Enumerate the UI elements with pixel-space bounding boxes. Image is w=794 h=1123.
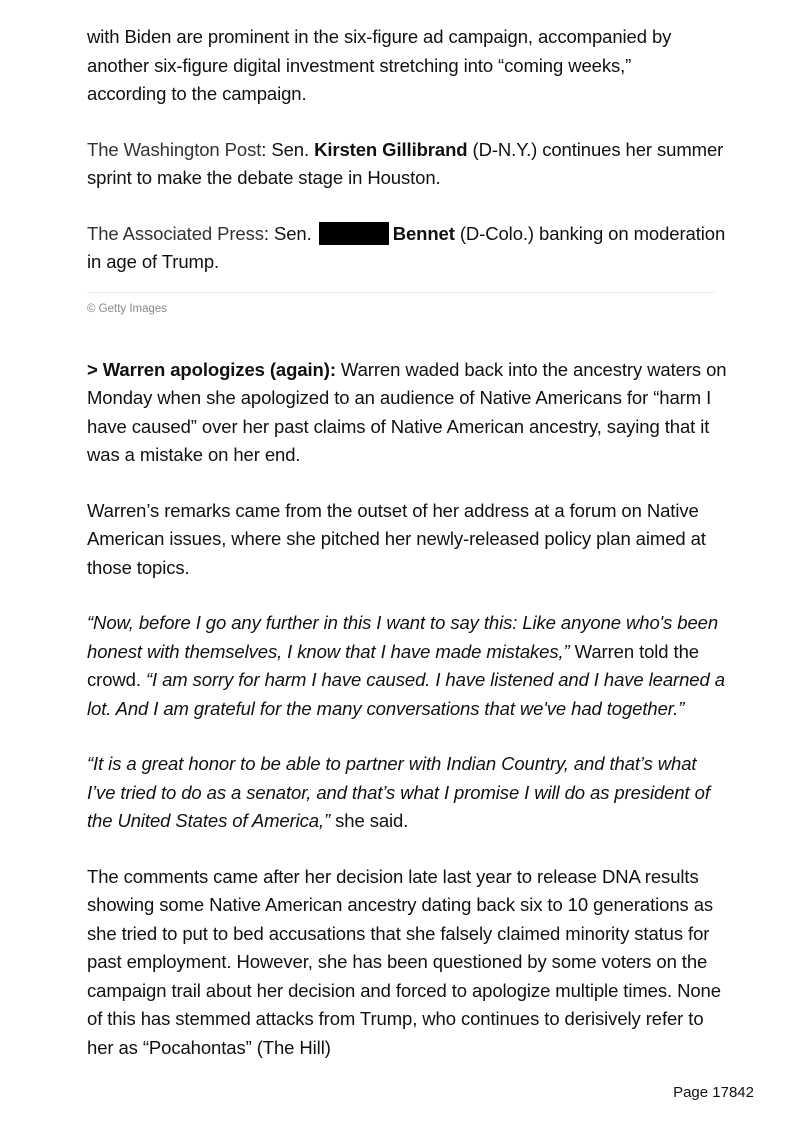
senator-name: Kirsten Gillibrand: [314, 138, 468, 160]
source-link-washington-post[interactable]: The Washington Post: [87, 138, 262, 160]
page-number: Page 17842: [673, 1084, 754, 1101]
paragraph-line: with Biden are prominent in the six-figure ad campaign, accompanied by: [87, 26, 672, 47]
text-prefix: : Sen.: [261, 138, 315, 160]
paragraph-line: according to the campaign.: [87, 83, 307, 104]
image-divider: [87, 292, 715, 293]
paragraph-warren-apologizes: [87, 356, 727, 470]
redaction-box: [319, 222, 389, 245]
paragraph-dna-results: The comments came after her decision late last year to release DNA results showing some Native American ancestry dating back six to 10 generations as she tried to put to bed accusations that she falsely claimed minority status for past employment. However, she has been questioned by some voters on the campaign trail about her decision and forced to apologize multiple times. None of this has stemmed attacks from Trump, who continues to derisively refer to her as “Pocahontas” (The Hill): [87, 865, 721, 1058]
quote-text: “Now, before I go any further in this I want to say this: Like anyone who's been honest with themselves, I know that I have made mistakes,”: [87, 612, 719, 662]
image-caption: © Getty Images: [87, 302, 168, 315]
article-body: [87, 0, 727, 1088]
paragraph-quote-honor: [87, 750, 727, 836]
quote-text: “It is a great honor to be able to partner with Indian Country, and that’s what I’ve tried to do as a senator, and that’s what I promise I will do as president of the United States of America,”: [87, 753, 710, 831]
text-suffix: (D-N.Y.) continues her summer sprint to make the debate stage in Houston.: [87, 138, 724, 188]
paragraph-quote-mistakes: [87, 609, 727, 723]
text-suffix: (D-Colo.) banking on moderation in age of Trump.: [87, 222, 726, 272]
paragraph-campaign-ad: [87, 23, 727, 109]
paragraph-text: Warren waded back into the ancestry waters on Monday when she apologized to an audience of Native Americans for “harm I have caused” over her past claims of Native American ancestry, saying that it was a mistake on her end.: [87, 358, 727, 465]
paragraph-washington-post: [87, 136, 727, 193]
quote-text: “I am sorry for harm I have caused. I have listened and I have learned a lot. And I am grateful for the many conversations that we've had together.”: [87, 669, 725, 719]
paragraph-associated-press: [87, 220, 727, 277]
senator-name: Bennet: [392, 222, 455, 244]
section-heading: > Warren apologizes (again):: [87, 358, 336, 380]
source-link-associated-press[interactable]: The Associated Press: [87, 222, 264, 244]
paragraph-remarks: Warren’s remarks came from the outset of her address at a forum on Native American issues, where she pitched her newly-released policy plan aimed at those topics.: [87, 499, 706, 578]
attribution-text: she said.: [330, 810, 409, 831]
text-prefix: : Sen.: [263, 222, 317, 244]
paragraph-line: another six-figure digital investment stretching into “coming weeks,”: [87, 54, 632, 76]
attribution-text: Warren told the crowd.: [87, 640, 699, 690]
